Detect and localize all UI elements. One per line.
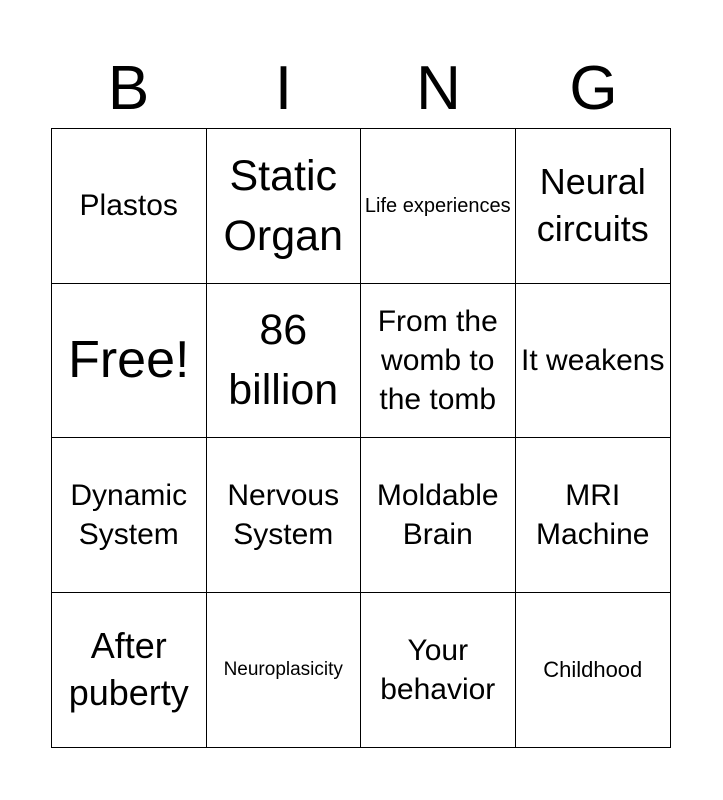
- header-letter-g: G: [569, 54, 618, 123]
- header-letter-b: B: [107, 54, 150, 123]
- bingo-board: [51, 128, 671, 748]
- header-letter-n: N: [416, 54, 461, 123]
- header-letter-i: I: [274, 54, 293, 123]
- bingo-cell[interactable]: From the womb to the tomb: [361, 284, 516, 439]
- bingo-cell[interactable]: Childhood: [543, 657, 643, 683]
- bingo-cell[interactable]: Life experiences: [361, 129, 516, 284]
- bingo-cell[interactable]: Neuroplasicity: [207, 593, 362, 748]
- bingo-cell[interactable]: Nervous System: [207, 438, 362, 593]
- bingo-cell[interactable]: 86 billion: [207, 284, 362, 439]
- bingo-cell[interactable]: It weakens: [516, 284, 671, 439]
- bingo-cell[interactable]: Plastos: [52, 129, 207, 284]
- bingo-cell[interactable]: MRI Machine: [516, 438, 671, 593]
- bingo-cell[interactable]: Dynamic System: [52, 438, 207, 593]
- bingo-cell[interactable]: After puberty: [52, 593, 207, 748]
- bingo-cell[interactable]: Static Organ: [207, 129, 362, 284]
- bingo-header: [51, 50, 671, 128]
- bingo-cell[interactable]: Neural circuits: [516, 129, 671, 284]
- bingo-cell[interactable]: Moldable Brain: [361, 438, 516, 593]
- free-space-cell[interactable]: Free!: [52, 284, 207, 439]
- bingo-cell[interactable]: Your behavior: [361, 593, 516, 748]
